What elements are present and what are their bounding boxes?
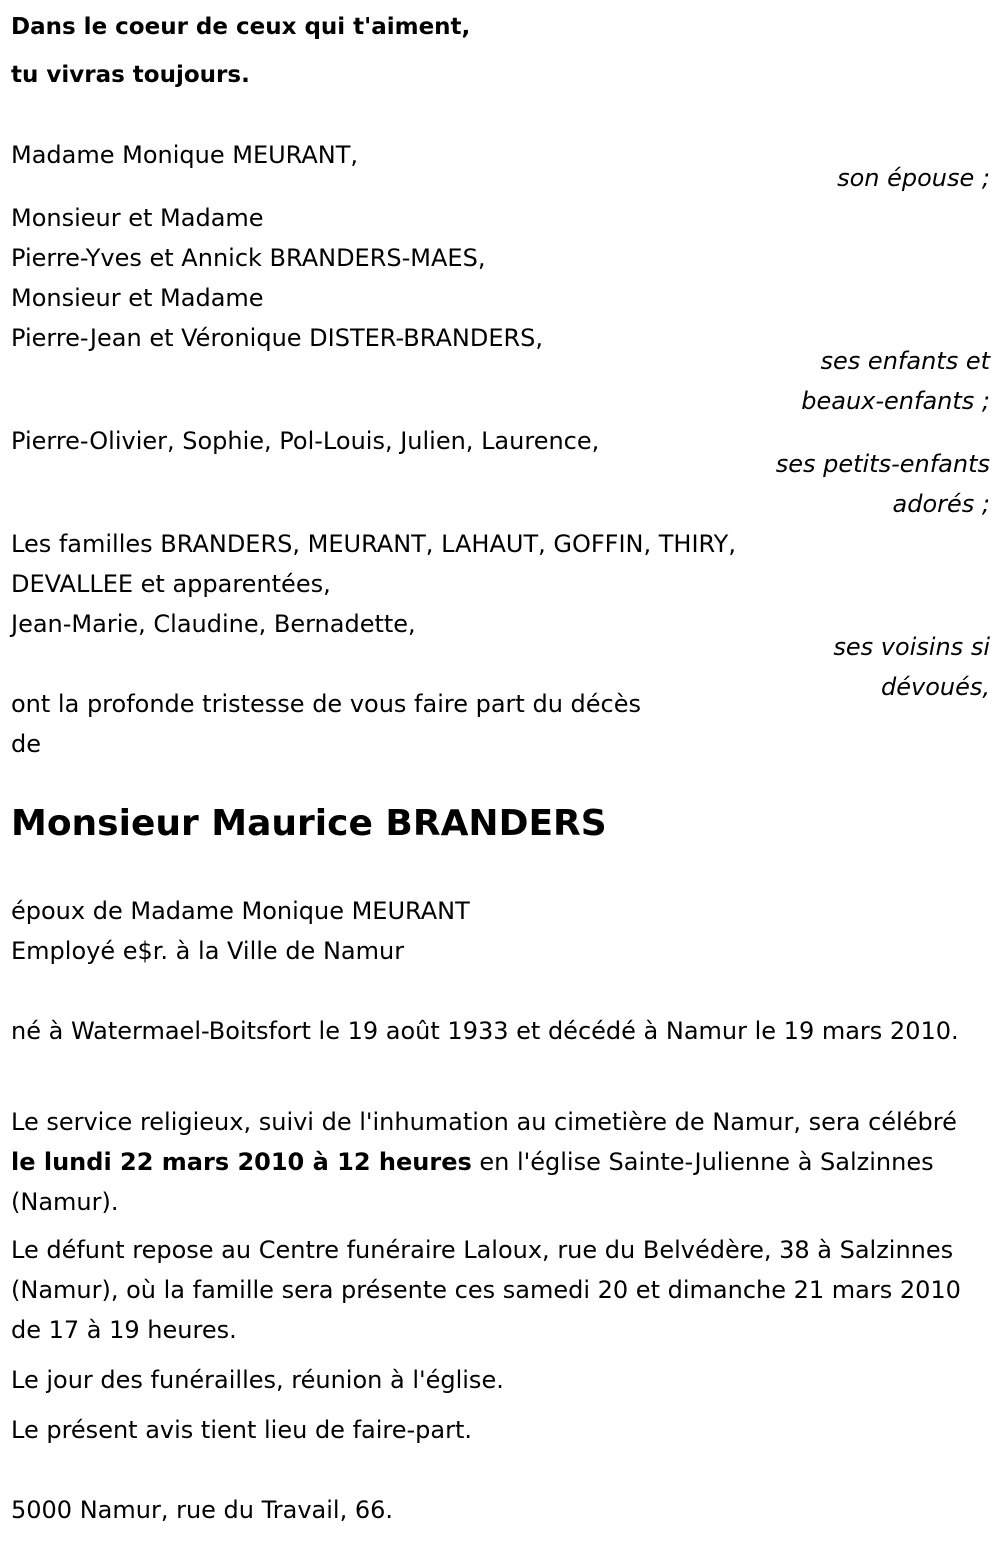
meeting-paragraph: Le jour des funérailles, réunion à l'église. [11,1366,504,1394]
children-line: Monsieur et Madame [11,284,264,312]
children-role-line-1: ses enfants et [820,347,990,375]
service-text-before: Le service religieux, suivi de l'inhumation au cimetière de Namur, sera célébré [11,1108,957,1136]
families-line: DEVALLEE et apparentées, [11,570,331,598]
grandchildren-names: Pierre-Olivier, Sophie, Pol-Louis, Julien, Laurence, [11,427,600,455]
children-line: Pierre-Jean et Véronique DISTER-BRANDERS, [11,324,544,352]
service-paragraph [11,1102,986,1222]
epigraph-line-2: tu vivras toujours. [11,62,250,88]
family-address: 5000 Namur, rue du Travail, 66. [11,1496,394,1524]
service-date: le lundi 22 mars 2010 à 12 heures [11,1148,472,1176]
children-line: Monsieur et Madame [11,204,264,232]
spouse-role: son épouse ; [837,164,990,192]
epigraph-line-1: Dans le coeur de ceux qui t'aiment, [11,14,471,40]
deceased-name: Monsieur Maurice BRANDERS [11,803,607,844]
birth-death-paragraph: né à Watermael-Boitsfort le 19 août 1933 et décédé à Namur le 19 mars 2010. [11,1017,959,1045]
deceased-detail: époux de Madame Monique MEURANT [11,897,470,925]
children-role-line-2: beaux-enfants ; [801,387,990,415]
families-line: Jean-Marie, Claudine, Bernadette, [11,610,416,638]
neighbours-role-line-2: dévoués, [881,673,990,701]
deceased-detail: Employé e$r. à la Ville de Namur [11,937,405,965]
grandchildren-role-line-2: adorés ; [892,490,990,518]
children-line: Pierre-Yves et Annick BRANDERS-MAES, [11,244,486,272]
grandchildren-role-line-1: ses petits-enfants [775,450,990,478]
families-line: Les familles BRANDERS, MEURANT, LAHAUT, GOFFIN, THIRY, [11,530,736,558]
neighbours-role-line-1: ses voisins si [833,633,990,661]
spouse-name: Madame Monique MEURANT, [11,141,359,169]
notice-paragraph: Le présent avis tient lieu de faire-part. [11,1416,473,1444]
rest-paragraph: Le défunt repose au Centre funéraire Laloux, rue du Belvédère, 38 à Salzinnes (Namur), où la famille sera présente ces samedi 20 et dimanche 21 mars 2010 de 17 à 19 heures. [11,1236,961,1344]
service-text-after: en l'église Sainte-Julienne à Salzinnes (Namur). [11,1148,934,1216]
announcement-line-2: de [11,730,41,758]
announcement-line-1: ont la profonde tristesse de vous faire part du décès [11,690,641,718]
